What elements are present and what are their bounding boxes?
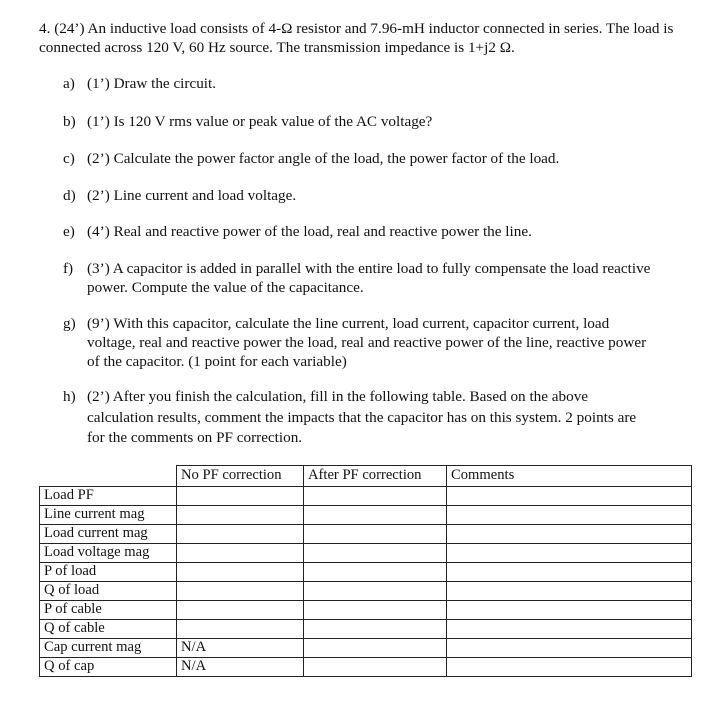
part-letter: e) (63, 223, 75, 240)
after-pf-cell (304, 563, 447, 582)
part-letter: d) (63, 187, 76, 204)
part-letter: b) (63, 113, 76, 130)
table-row (40, 639, 692, 658)
no-pf-cell (177, 544, 304, 563)
table-row (40, 620, 692, 639)
comments-cell (447, 563, 692, 582)
part-text: (4’) Real and reactive power of the load, real and reactive power the line. (87, 223, 532, 240)
header-no-pf-correction: No PF correction (177, 466, 304, 487)
after-pf-cell (304, 601, 447, 620)
row-label: Q of cap (40, 658, 177, 677)
row-label: Cap current mag (40, 639, 177, 658)
comments-cell (447, 582, 692, 601)
part-text: (2’) After you finish the calculation, fill in the following table. Based on the above calculation results, comment the impacts that the capacitor has on this system. 2 points are for the comments on PF correction. (87, 388, 637, 446)
pf-correction-table (39, 465, 692, 677)
no-pf-cell: N/A (177, 639, 304, 658)
no-pf-cell (177, 582, 304, 601)
header-comments: Comments (447, 466, 692, 487)
part-text: (2’) Line current and load voltage. (87, 187, 297, 204)
table-row (40, 544, 692, 563)
table-row (40, 525, 692, 544)
table-row (40, 506, 692, 525)
row-label: Load voltage mag (40, 544, 177, 563)
comments-cell (447, 506, 692, 525)
part-text: (9’) With this capacitor, calculate the line current, load current, capacitor current, load voltage, real and reactive power the load, real and reactive power of the line, reactive power of the capacitor. (1 point for each variable) (87, 315, 647, 370)
row-label: Load current mag (40, 525, 177, 544)
comments-cell (447, 620, 692, 639)
after-pf-cell (304, 639, 447, 658)
row-label: P of load (40, 563, 177, 582)
no-pf-cell (177, 506, 304, 525)
part-letter: h) (63, 388, 76, 405)
table-row (40, 487, 692, 506)
part-text: (2’) Calculate the power factor angle of the load, the power factor of the load. (87, 150, 560, 167)
part-text: (1’) Draw the circuit. (87, 75, 217, 92)
comments-cell (447, 487, 692, 506)
row-label: Line current mag (40, 506, 177, 525)
part-letter: c) (63, 150, 75, 167)
after-pf-cell (304, 487, 447, 506)
table-row (40, 563, 692, 582)
table-row (40, 582, 692, 601)
part-text: (1’) Is 120 V rms value or peak value of the AC voltage? (87, 113, 433, 130)
after-pf-cell (304, 506, 447, 525)
table-header-row (40, 466, 692, 487)
part-letter: f) (63, 260, 74, 277)
after-pf-cell (304, 620, 447, 639)
comments-cell (447, 601, 692, 620)
row-label: Load PF (40, 487, 177, 506)
after-pf-cell (304, 658, 447, 677)
header-after-pf-correction: After PF correction (304, 466, 447, 487)
after-pf-cell (304, 525, 447, 544)
comments-cell (447, 544, 692, 563)
part-letter: a) (63, 75, 75, 92)
table-row (40, 658, 692, 677)
comments-cell (447, 658, 692, 677)
row-label: Q of load (40, 582, 177, 601)
no-pf-cell (177, 563, 304, 582)
no-pf-cell (177, 620, 304, 639)
no-pf-cell (177, 525, 304, 544)
no-pf-cell (177, 601, 304, 620)
no-pf-cell: N/A (177, 658, 304, 677)
after-pf-cell (304, 582, 447, 601)
comments-cell (447, 525, 692, 544)
row-label: P of cable (40, 601, 177, 620)
row-label: Q of cable (40, 620, 177, 639)
part-letter: g) (63, 315, 76, 332)
comments-cell (447, 639, 692, 658)
part-text: (3’) A capacitor is added in parallel with the entire load to fully compensate the load reactive power. Compute the value of the capacitance. (87, 260, 651, 296)
no-pf-cell (177, 487, 304, 506)
after-pf-cell (304, 544, 447, 563)
problem-statement: 4. (24’) An inductive load consists of 4-Ω resistor and 7.96-mH inductor connected in series. The load is connected across 120 V, 60 Hz source. The transmission impedance is 1+j2 Ω. (39, 20, 674, 56)
table-row (40, 601, 692, 620)
header-empty-cell (40, 466, 177, 487)
